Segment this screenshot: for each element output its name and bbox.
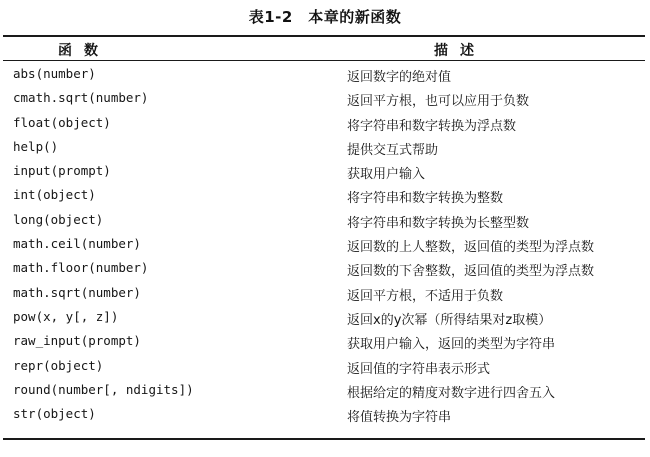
function-cell: abs(number) (13, 66, 96, 81)
function-cell: help() (13, 138, 59, 154)
table-row (0, 232, 650, 256)
description-cell: 将字符串和数字转换为浮点数 (347, 118, 517, 134)
table-row (0, 378, 650, 402)
table-row (0, 159, 650, 183)
table-caption: 表1-2 本章的新函数 (248, 8, 402, 26)
table-row (0, 281, 650, 305)
function-cell: float(object) (13, 114, 111, 130)
table-header-rule (3, 60, 645, 61)
column-header-function: 函数 (58, 43, 110, 59)
column-header-description: 描述 (434, 43, 486, 59)
description-cell: 返回数的上人整数，返回值的类型为浮点数 (347, 240, 595, 256)
description-cell: 返回值的字符串表示形式 (347, 361, 491, 377)
table-row (0, 183, 650, 207)
table-row (0, 256, 650, 280)
table-bottom-rule (3, 438, 645, 440)
table-row (0, 86, 650, 110)
function-cell: math.floor(number) (13, 260, 149, 276)
function-cell: math.ceil(number) (13, 236, 141, 252)
function-cell: str(object) (13, 406, 96, 422)
description-cell: 返回数的下舍整数，返回值的类型为浮点数 (347, 264, 595, 280)
table-row (0, 354, 650, 378)
table-row (0, 305, 650, 329)
description-cell: 返回x的y次幂（所得结果对z取模） (347, 312, 552, 328)
description-cell: 将值转换为字符串 (347, 410, 452, 426)
table-row (0, 208, 650, 232)
function-cell: cmath.sqrt(number) (13, 90, 149, 106)
description-cell: 返回数字的绝对值 (347, 70, 452, 85)
table-row (0, 402, 650, 426)
function-cell: long(object) (13, 211, 104, 227)
table-row (0, 62, 650, 86)
function-cell: int(object) (13, 187, 96, 203)
description-cell: 将字符串和数字转换为长整型数 (347, 215, 530, 231)
description-cell: 将字符串和数字转换为整数 (347, 191, 504, 207)
table-header (0, 37, 650, 60)
function-cell: input(prompt) (13, 163, 111, 179)
function-cell: round(number[, ndigits]) (13, 381, 194, 397)
function-cell: raw_input(prompt) (13, 333, 141, 349)
table-row (0, 329, 650, 353)
description-cell: 返回平方根，不适用于负数 (347, 288, 504, 304)
description-cell: 获取用户输入 (347, 167, 426, 183)
description-cell: 获取用户输入，返回的类型为字符串 (347, 337, 556, 353)
function-cell: repr(object) (13, 357, 104, 373)
description-cell: 根据给定的精度对数字进行四舍五入 (347, 385, 556, 401)
table-row (0, 135, 650, 159)
description-cell: 提供交互式帮助 (347, 142, 439, 158)
function-cell: pow(x, y[, z]) (13, 308, 119, 324)
function-cell: math.sqrt(number) (13, 284, 141, 300)
table-body (0, 62, 650, 426)
description-cell: 返回平方根，也可以应用于负数 (347, 94, 530, 110)
table-row (0, 111, 650, 135)
